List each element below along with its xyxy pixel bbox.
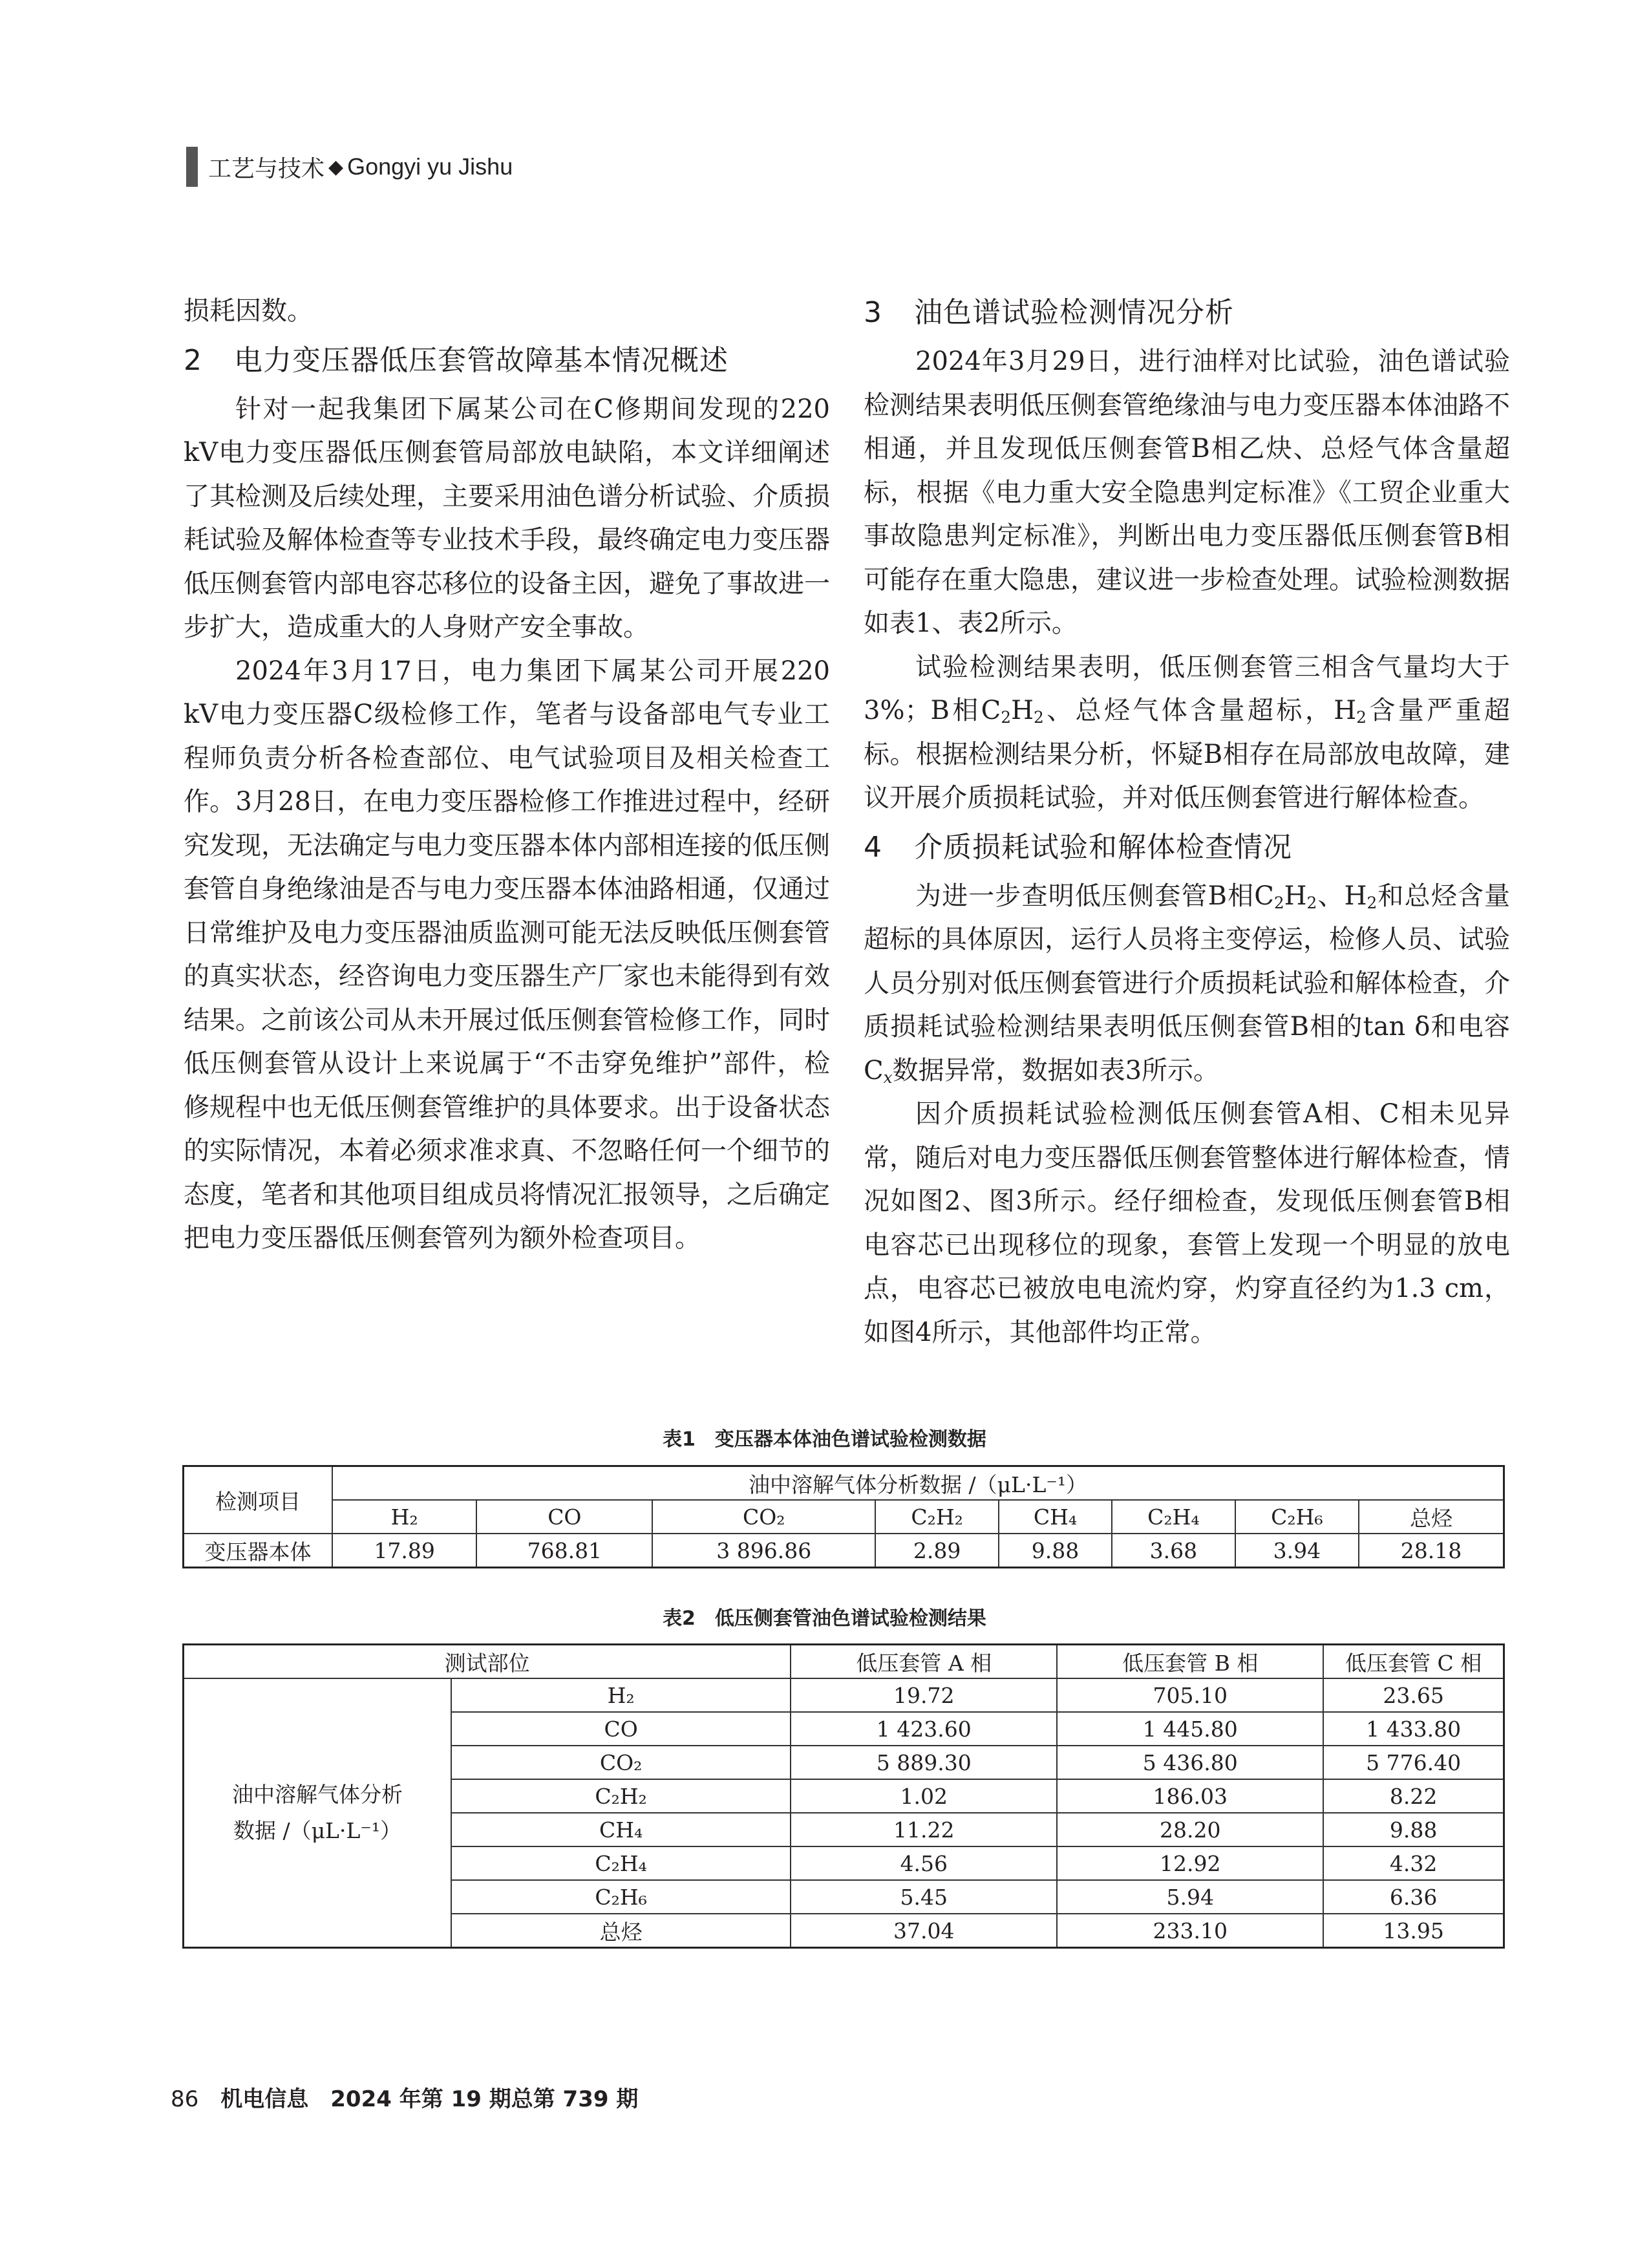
table-row bbox=[184, 1645, 1504, 1679]
section-number: 3 bbox=[864, 296, 882, 329]
table1 bbox=[182, 1465, 1505, 1568]
text-run: H bbox=[1011, 696, 1034, 725]
paragraph: 2024年3月29日，进行油样对比试验，油色谱试验检测结果表明低压侧套管绝缘油与电力变压器本体油路不相通，并且发现低压侧套管B相乙炔、总烃气体含量超标，根据《电力重大安全隐患判定标准》《工贸企业重大事故隐患判定标准》，判断出电力变压器低压侧套管B相可能存在重大隐患，建议进一步检查处理。试验检测数据如表1、表2所示。 bbox=[864, 347, 1510, 638]
table-group-header: 油中溶解气体分析数据 /（μL·L⁻¹） bbox=[332, 1466, 1504, 1501]
right-column bbox=[864, 290, 1510, 1354]
table-cell: 5 436.80 bbox=[1057, 1746, 1323, 1779]
text-run: 含量严重超标。根据检测结果分析，怀疑B相存在局部放电故障，建议开展介质损耗试验，并对低压侧套管进行解体检查。 bbox=[864, 696, 1510, 813]
header-bar bbox=[186, 147, 198, 187]
table-cell: 1 433.80 bbox=[1323, 1712, 1504, 1746]
section-number: 4 bbox=[864, 830, 882, 864]
table-cell: 186.03 bbox=[1057, 1779, 1323, 1813]
gas-label: C₂H₄ bbox=[451, 1846, 791, 1880]
gas-label: H₂ bbox=[451, 1678, 791, 1712]
table-column-header: CH₄ bbox=[999, 1500, 1112, 1534]
table-column-header: H₂ bbox=[332, 1500, 476, 1534]
table-header-c: 低压套管 C 相 bbox=[1323, 1645, 1504, 1679]
table-cell: 5.45 bbox=[791, 1880, 1057, 1914]
section-title: 电力变压器低压套管故障基本情况概述 bbox=[234, 343, 729, 377]
gas-label: CO bbox=[451, 1712, 791, 1746]
table-column-header: C₂H₄ bbox=[1112, 1500, 1235, 1534]
table-cell: 13.95 bbox=[1323, 1914, 1504, 1948]
text-run: 试验检测结果表明，低压侧套管三相含气量均大于3%；B相C bbox=[864, 652, 1510, 725]
paragraph: 试验检测结果表明，低压侧套管三相含气量均大于3%；B相$C_2H_2$、总烃气体含量超标，$H_2$含量严重超标。根据检测结果分析，怀疑B相存在局部放电故障，建议开展介质损耗试验，并对低压侧套管进行解体检查。 bbox=[864, 652, 1510, 813]
table-cell: 17.89 bbox=[332, 1534, 476, 1568]
diamond-icon: ◆ bbox=[328, 155, 344, 178]
table-cell: 1.02 bbox=[791, 1779, 1057, 1813]
table-cell: 5.94 bbox=[1057, 1880, 1323, 1914]
table-row bbox=[184, 1466, 1504, 1501]
table-cell: 19.72 bbox=[791, 1678, 1057, 1712]
gas-label: C₂H₆ bbox=[451, 1880, 791, 1914]
table-group-label bbox=[184, 1678, 452, 1948]
table-cell: 28.20 bbox=[1057, 1813, 1323, 1846]
running-header bbox=[186, 146, 513, 187]
text-run: 数据异常，数据如表3所示。 bbox=[892, 1055, 1220, 1086]
section-title: 介质损耗试验和解体检查情况 bbox=[914, 830, 1292, 864]
table-column-header: CO bbox=[476, 1500, 652, 1534]
table-row bbox=[184, 1534, 1504, 1568]
paragraph: 损耗因数。 bbox=[184, 296, 313, 326]
journal-info: 机电信息 2024 年第 19 期总第 739 期 bbox=[220, 2086, 639, 2112]
table-cell: 5 776.40 bbox=[1323, 1746, 1504, 1779]
section-title: 油色谱试验检测情况分析 bbox=[914, 296, 1234, 329]
table-column-header: CO₂ bbox=[652, 1500, 875, 1534]
gas-label: C₂H₂ bbox=[451, 1779, 791, 1813]
table-row bbox=[184, 1500, 1504, 1534]
table-cell: 37.04 bbox=[791, 1914, 1057, 1948]
section-heading-4 bbox=[864, 824, 1510, 871]
paragraph: 2024年3月17日，电力集团下属某公司开展220 kV电力变压器C级检修工作，笔者与设备部电气专业工程师负责分析各检查部位、电气试验项目及相关检查工作。3月28日，在电力变压器检修工作推进过程中，经研究发现，无法确定与电力变压器本体内部相连接的低压侧套管自身绝缘油是否与电力变压器本体油路相通，仅通过日常维护及电力变压器油质监测可能无法反映低压侧套管的真实状态，经咨询电力变压器生产厂家也未能得到有效结果。之前该公司从未开展过低压侧套管检修工作，同时低压侧套管从设计上来说属于“不击穿免维护”部件，检修规程中也无低压侧套管维护的具体要求。出于设备状态的实际情况，本着必须求准求真、不忽略任何一个细节的态度，笔者和其他项目组成员将情况汇报领导，之后确定把电力变压器低压侧套管列为额外检查项目。 bbox=[184, 656, 830, 1253]
text-run: H bbox=[1284, 881, 1307, 911]
table-row bbox=[184, 1678, 1504, 1712]
table-cell: 4.56 bbox=[791, 1846, 1057, 1880]
table-cell: 3 896.86 bbox=[652, 1534, 875, 1568]
table-column-header: C₂H₆ bbox=[1235, 1500, 1359, 1534]
table2-caption: 表2 低压侧套管油色谱试验检测结果 bbox=[663, 1607, 986, 1630]
text-run: 和总烃含量超标的具体原因，运行人员将主变停运，检修人员、试验人员分别对低压侧套管进行介质损耗试验和解体检查，介质损耗试验检测结果表明低压侧套管B相的tan δ和电容C bbox=[864, 881, 1511, 1086]
table-cell: 28.18 bbox=[1359, 1534, 1504, 1568]
left-column bbox=[184, 290, 830, 1261]
table-row-header: 检测项目 bbox=[184, 1466, 333, 1534]
table2 bbox=[182, 1643, 1505, 1949]
group-label-line: 油中溶解气体分析 bbox=[232, 1782, 403, 1807]
table-header-b: 低压套管 B 相 bbox=[1057, 1645, 1323, 1679]
table-cell: 1 423.60 bbox=[791, 1712, 1057, 1746]
table-cell: 5 889.30 bbox=[791, 1746, 1057, 1779]
page-number: 86 bbox=[171, 2086, 199, 2112]
table-cell: 9.88 bbox=[999, 1534, 1112, 1568]
paragraph: 为进一步查明低压侧套管B相$C_2H_2$、$H_2$和总烃含量超标的具体原因，运行人员将主变停运，检修人员、试验人员分别对低压侧套管进行介质损耗试验和解体检查，介质损耗试验检测结果表明低压侧套管B相的tan δ和电容$C_x$数据异常，数据如表3所示。 bbox=[864, 881, 1511, 1087]
section-heading-3 bbox=[864, 290, 1510, 336]
text-run: 为进一步查明低压侧套管B相C bbox=[915, 881, 1274, 911]
text-run: 、总烃气体含量超标，H bbox=[1043, 696, 1357, 725]
table-cell: 4.32 bbox=[1323, 1846, 1504, 1880]
table-cell: 12.92 bbox=[1057, 1846, 1323, 1880]
table-column-header: 总烃 bbox=[1359, 1500, 1504, 1534]
table-cell: 9.88 bbox=[1323, 1813, 1504, 1846]
section-heading-2 bbox=[184, 337, 830, 384]
table-column-header: C₂H₂ bbox=[875, 1500, 999, 1534]
table-cell: 3.94 bbox=[1235, 1534, 1359, 1568]
table-cell: 768.81 bbox=[476, 1534, 652, 1568]
table-header-part: 测试部位 bbox=[184, 1645, 791, 1679]
table-row-label: 变压器本体 bbox=[184, 1534, 333, 1568]
gas-label: CH₄ bbox=[451, 1813, 791, 1846]
table-cell: 1 445.80 bbox=[1057, 1712, 1323, 1746]
section-number: 2 bbox=[184, 343, 202, 377]
table-cell: 8.22 bbox=[1323, 1779, 1504, 1813]
text-run: 、H bbox=[1317, 881, 1367, 911]
header-section-cn: 工艺与技术 bbox=[208, 155, 325, 182]
paragraph: 因介质损耗试验检测低压侧套管A相、C相未见异常，随后对电力变压器低压侧套管整体进行解体检查，情况如图2、图3所示。经仔细检查，发现低压侧套管B相电容芯已出现移位的现象，套管上发现一个明显的放电点，电容芯已被放电电流灼穿，灼穿直径约为1.3 cm，如图4所示，其他部件均正常。 bbox=[864, 1099, 1510, 1347]
paragraph: 针对一起我集团下属某公司在C修期间发现的220 kV电力变压器低压侧套管局部放电缺陷，本文详细阐述了其检测及后续处理，主要采用油色谱分析试验、介质损耗试验及解体检查等专业技术手段，最终确定电力变压器低压侧套管内部电容芯移位的设备主因，避免了事故进一步扩大，造成重大的人身财产安全事故。 bbox=[184, 394, 830, 642]
table-cell: 6.36 bbox=[1323, 1880, 1504, 1914]
header-section-en: Gongyi yu Jishu bbox=[347, 153, 513, 180]
table-cell: 11.22 bbox=[791, 1813, 1057, 1846]
table-header-a: 低压套管 A 相 bbox=[791, 1645, 1057, 1679]
table-cell: 233.10 bbox=[1057, 1914, 1323, 1948]
group-label-line: 数据 /（μL·L⁻¹） bbox=[233, 1818, 402, 1843]
gas-label: CO₂ bbox=[451, 1746, 791, 1779]
page-footer bbox=[171, 2081, 638, 2113]
gas-label: 总烃 bbox=[451, 1914, 791, 1948]
table-cell: 2.89 bbox=[875, 1534, 999, 1568]
table1-caption: 表1 变压器本体油色谱试验检测数据 bbox=[663, 1428, 986, 1451]
table-cell: 705.10 bbox=[1057, 1678, 1323, 1712]
table-cell: 3.68 bbox=[1112, 1534, 1235, 1568]
table-cell: 23.65 bbox=[1323, 1678, 1504, 1712]
